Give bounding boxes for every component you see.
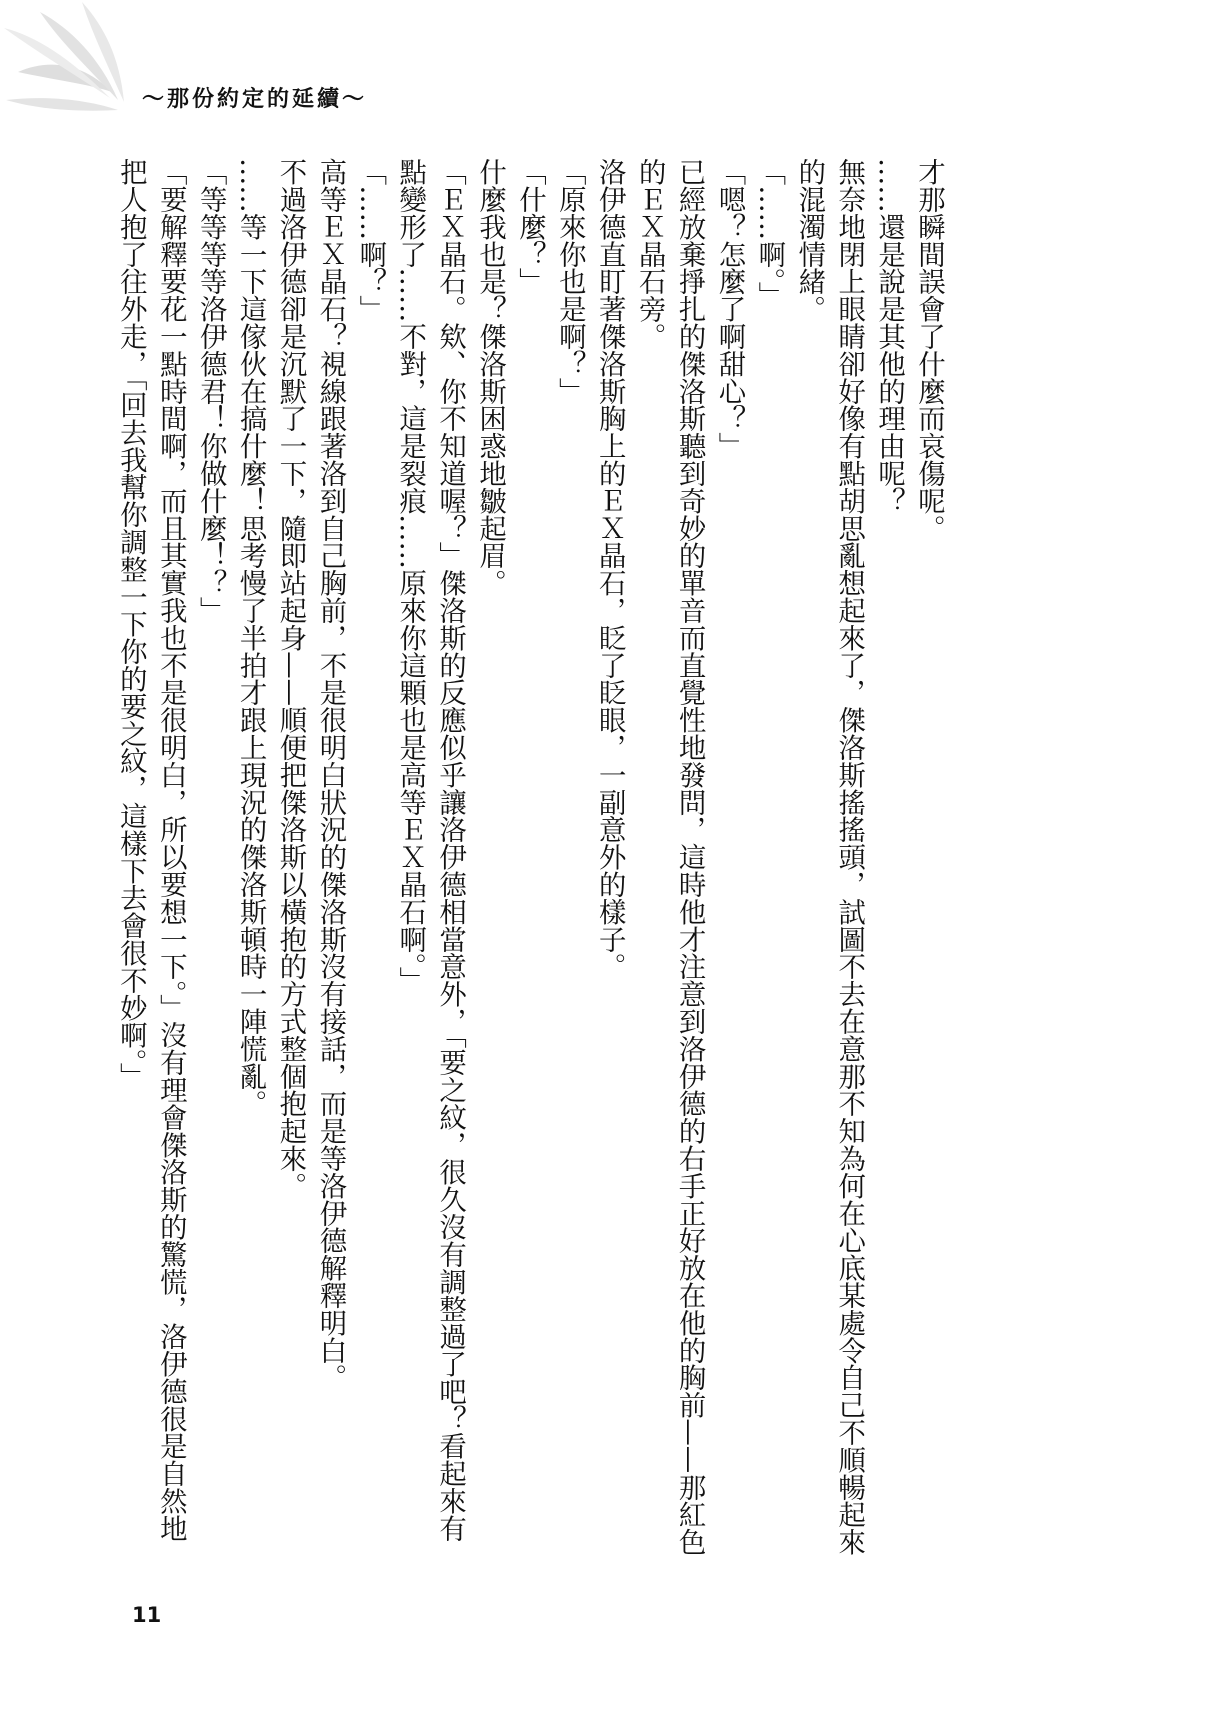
paragraph: 「要解釋要花一點時間啊，而且其實我也不是很明白，所以要想一下。」沒有理會傑洛斯的驚慌，洛伊德很是自然地把人抱了往外走，「回去我幫你調整一下你的要之紋，這樣下去會很不妙啊。」: [114, 158, 186, 1542]
feather-ornament-icon: [0, 0, 150, 130]
paragraph: 「……啊。」: [753, 158, 785, 309]
body-text-column: [114, 158, 948, 1568]
paragraph: 「等等等等洛伊德君！你做什麼！？」: [194, 158, 226, 624]
paragraph: 已經放棄掙扎的傑洛斯聽到奇妙的單音而直覺性地發問，這時他才注意到洛伊德的右手正好放在他的胸前——那紅色的ＥＸ晶石旁。: [633, 158, 705, 1556]
paragraph: ……等一下這傢伙在搞什麼！思考慢了半拍才跟上現況的傑洛斯頓時一陣慌亂。: [234, 158, 266, 1117]
paragraph: 「原來你也是啊？」: [553, 158, 585, 405]
paragraph: 「嗯？怎麼了啊甜心？」: [713, 158, 745, 460]
paragraph: 「……啊？」: [354, 158, 386, 323]
paragraph: ……還是說是其他的理由呢？: [873, 158, 905, 515]
running-header-title: ～那份約定的延續～: [142, 87, 368, 112]
paragraph: 什麼我也是？傑洛斯困惑地皺起眉。: [474, 158, 506, 597]
paragraph: 「什麼？」: [513, 158, 545, 295]
page-number: 11: [132, 1603, 162, 1627]
paragraph: 不過洛伊德卻是沉默了一下，隨即站起身——順便把傑洛斯以橫抱的方式整個抱起來。: [274, 158, 306, 1200]
paragraph: 高等ＥＸ晶石？視線跟著洛到自己胸前，不是很明白狀況的傑洛斯沒有接話，而是等洛伊德解釋明白。: [314, 158, 346, 1391]
paragraph: 才那瞬間誤會了什麼而哀傷呢。: [913, 158, 944, 542]
paragraph: 「ＥＸ晶石。欸、你不知道喔？」傑洛斯的反應似乎讓洛伊德相當意外，「要之紋，很久沒有調整過了吧？看起來有點變形了……不對，這是裂痕……原來你這顆也是高等ＥＸ晶石啊。」: [394, 158, 466, 1542]
paragraph: 無奈地閉上眼睛卻好像有點胡思亂想起來了，傑洛斯搖搖頭，試圖不去在意那不知為何在心底某處令自己不順暢起來的混濁情緒。: [793, 158, 865, 1556]
paragraph: 洛伊德直盯著傑洛斯胸上的ＥＸ晶石，眨了眨眼，一副意外的樣子。: [593, 158, 625, 980]
